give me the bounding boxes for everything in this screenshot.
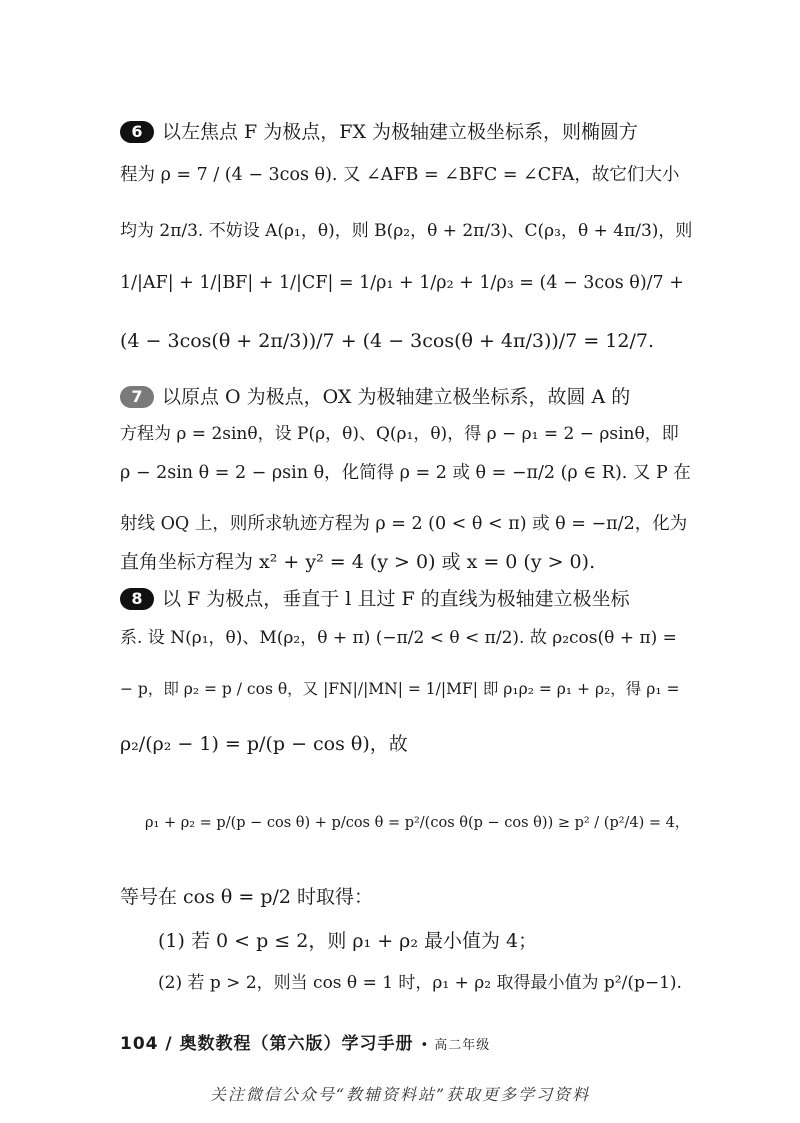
item-number-badge: 7	[120, 386, 154, 408]
item-6-line-5: (4 − 3cos(θ + 2π/3))/7 + (4 − 3cos(θ + 4π/3))/7 = 12/7.	[120, 330, 655, 352]
item-8-text: 以 F 为极点，垂直于 l 且过 F 的直线为极轴建立极坐标	[162, 588, 630, 610]
item-7-line-2: 方程为 ρ = 2sinθ，设 P(ρ，θ)、Q(ρ₁，θ)，得 ρ − ρ₁ = 2 − ρsinθ，即	[120, 424, 679, 444]
item-7-text: 以原点 O 为极点，OX 为极轴建立极坐标系，故圆 A 的	[162, 386, 631, 408]
item-6-line-4: 1/|AF| + 1/|BF| + 1/|CF| = 1/ρ₁ + 1/ρ₂ + 1/ρ₃ = (4 − 3cos θ)/7 +	[120, 273, 684, 293]
item-6-line-2: 程为 ρ = 7 / (4 − 3cos θ). 又 ∠AFB = ∠BFC = ∠CFA，故它们大小	[120, 165, 680, 185]
page-number: 104	[120, 1034, 159, 1054]
item-7-line-3: ρ − 2sin θ = 2 − ρsin θ，化简得 ρ = 2 或 θ = −π/2 (ρ ∈ R). 又 P 在	[120, 463, 691, 483]
item-7-line-1	[120, 386, 692, 409]
book-title: / 奥数教程（第六版）学习手册	[165, 1034, 414, 1054]
item-8-line-4: ρ₂/(ρ₂ − 1) = p/(p − cos θ)，故	[120, 733, 408, 755]
item-7-line-4: 射线 OQ 上，则所求轨迹方程为 ρ = 2 (0 < θ < π) 或 θ = −π/2，化为	[120, 514, 688, 534]
item-6-line-3: 均为 2π/3. 不妨设 A(ρ₁，θ)，则 B(ρ₂，θ + 2π/3)、C(ρ₃，θ + 4π/3)，则	[120, 221, 693, 241]
item-8-line-1	[120, 588, 692, 611]
page-footer	[120, 1029, 490, 1054]
item-8-line-3: − p，即 ρ₂ = p / cos θ，又 |FN|/|MN| = 1/|MF| 即 ρ₁ρ₂ = ρ₁ + ρ₂，得 ρ₁ =	[120, 680, 680, 698]
item-number-badge: 6	[120, 121, 154, 143]
item-7-line-5: 直角坐标方程为 x² + y² = 4 (y > 0) 或 x = 0 (y > 0).	[120, 551, 596, 573]
item-8-case-1: (1) 若 0 < p ≤ 2，则 ρ₁ + ρ₂ 最小值为 4；	[158, 930, 538, 952]
watermark-text: 关注微信公众号“教辅资料站”获取更多学习资料	[209, 1085, 591, 1104]
grade-label: • 高二年级	[420, 1038, 491, 1053]
item-8-line-6: 等号在 cos θ = p/2 时取得：	[120, 886, 374, 908]
item-number-badge: 8	[120, 588, 154, 610]
item-6-text: 以左焦点 F 为极点，FX 为极轴建立极坐标系，则椭圆方	[162, 121, 639, 143]
item-8-line-2: 系. 设 N(ρ₁，θ)、M(ρ₂，θ + π) (−π/2 < θ < π/2). 故 ρ₂cos(θ + π) =	[120, 628, 677, 648]
item-8-case-2: (2) 若 p > 2，则当 cos θ = 1 时，ρ₁ + ρ₂ 取得最小值为 p²/(p−1).	[158, 973, 682, 993]
item-8-display-equation: ρ₁ + ρ₂ = p/(p − cos θ) + p/cos θ = p²/(cos θ(p − cos θ)) ≥ p² / (p²/4) = 4，	[145, 815, 690, 831]
item-6-line-1	[120, 121, 692, 144]
